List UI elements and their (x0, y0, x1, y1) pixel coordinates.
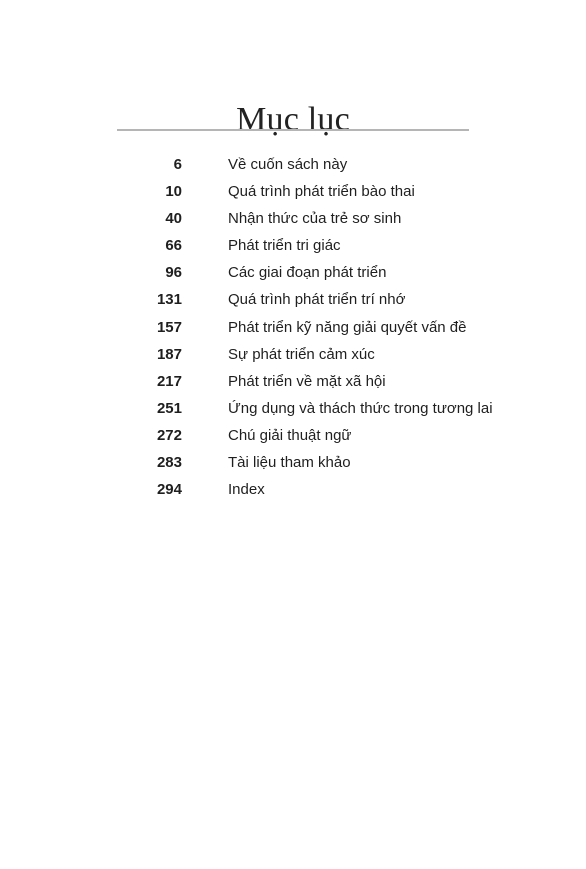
toc-chapter-title: Phát triển về mặt xã hội (228, 372, 386, 390)
toc-page-number: 251 (156, 399, 182, 417)
toc-page-number: 40 (165, 210, 182, 228)
toc-page-number: 272 (156, 426, 182, 444)
page-title: Mục lục (236, 100, 350, 138)
toc-page-number: 10 (165, 183, 182, 201)
toc-entry (0, 205, 586, 232)
toc-page-number: 187 (156, 345, 182, 363)
toc-chapter-title: Chú giải thuật ngữ (228, 426, 352, 444)
toc-chapter-title: Ứng dụng và thách thức trong tương lai (228, 399, 493, 417)
toc-chapter-title: Sự phát triển cảm xúc (228, 345, 375, 363)
toc-chapter-title: Các giai đoạn phát triển (228, 264, 387, 282)
toc-page-number: 217 (156, 372, 182, 390)
table-of-contents (0, 151, 586, 503)
toc-page-number: 6 (173, 156, 182, 173)
toc-entry (0, 151, 586, 178)
toc-entry (0, 286, 586, 313)
toc-entry (0, 178, 586, 205)
toc-chapter-title: Quá trình phát triển bào thai (228, 183, 415, 201)
toc-entry (0, 422, 586, 449)
toc-chapter-title: Nhận thức của trẻ sơ sinh (228, 210, 402, 228)
toc-page-number: 294 (156, 481, 182, 499)
toc-entry (0, 476, 586, 503)
toc-page-number: 283 (156, 454, 182, 472)
toc-chapter-title: Phát triển tri giác (228, 237, 341, 255)
toc-chapter-title: Index (228, 481, 265, 499)
toc-entry (0, 259, 586, 286)
toc-chapter-title: Tài liệu tham khảo (228, 454, 351, 472)
toc-chapter-title: Quá trình phát triển trí nhớ (228, 291, 406, 309)
title-divider (117, 129, 469, 131)
toc-entry (0, 341, 586, 368)
toc-entry (0, 395, 586, 422)
toc-page-number: 96 (165, 264, 182, 282)
toc-chapter-title: Về cuốn sách này (228, 156, 348, 173)
toc-page-number: 131 (156, 291, 182, 309)
toc-entry (0, 314, 586, 341)
toc-page-number: 66 (165, 237, 182, 255)
toc-entry (0, 368, 586, 395)
toc-entry (0, 449, 586, 476)
toc-page-number: 157 (156, 318, 182, 336)
toc-entry (0, 232, 586, 259)
toc-chapter-title: Phát triển kỹ năng giải quyết vấn đề (228, 318, 467, 336)
